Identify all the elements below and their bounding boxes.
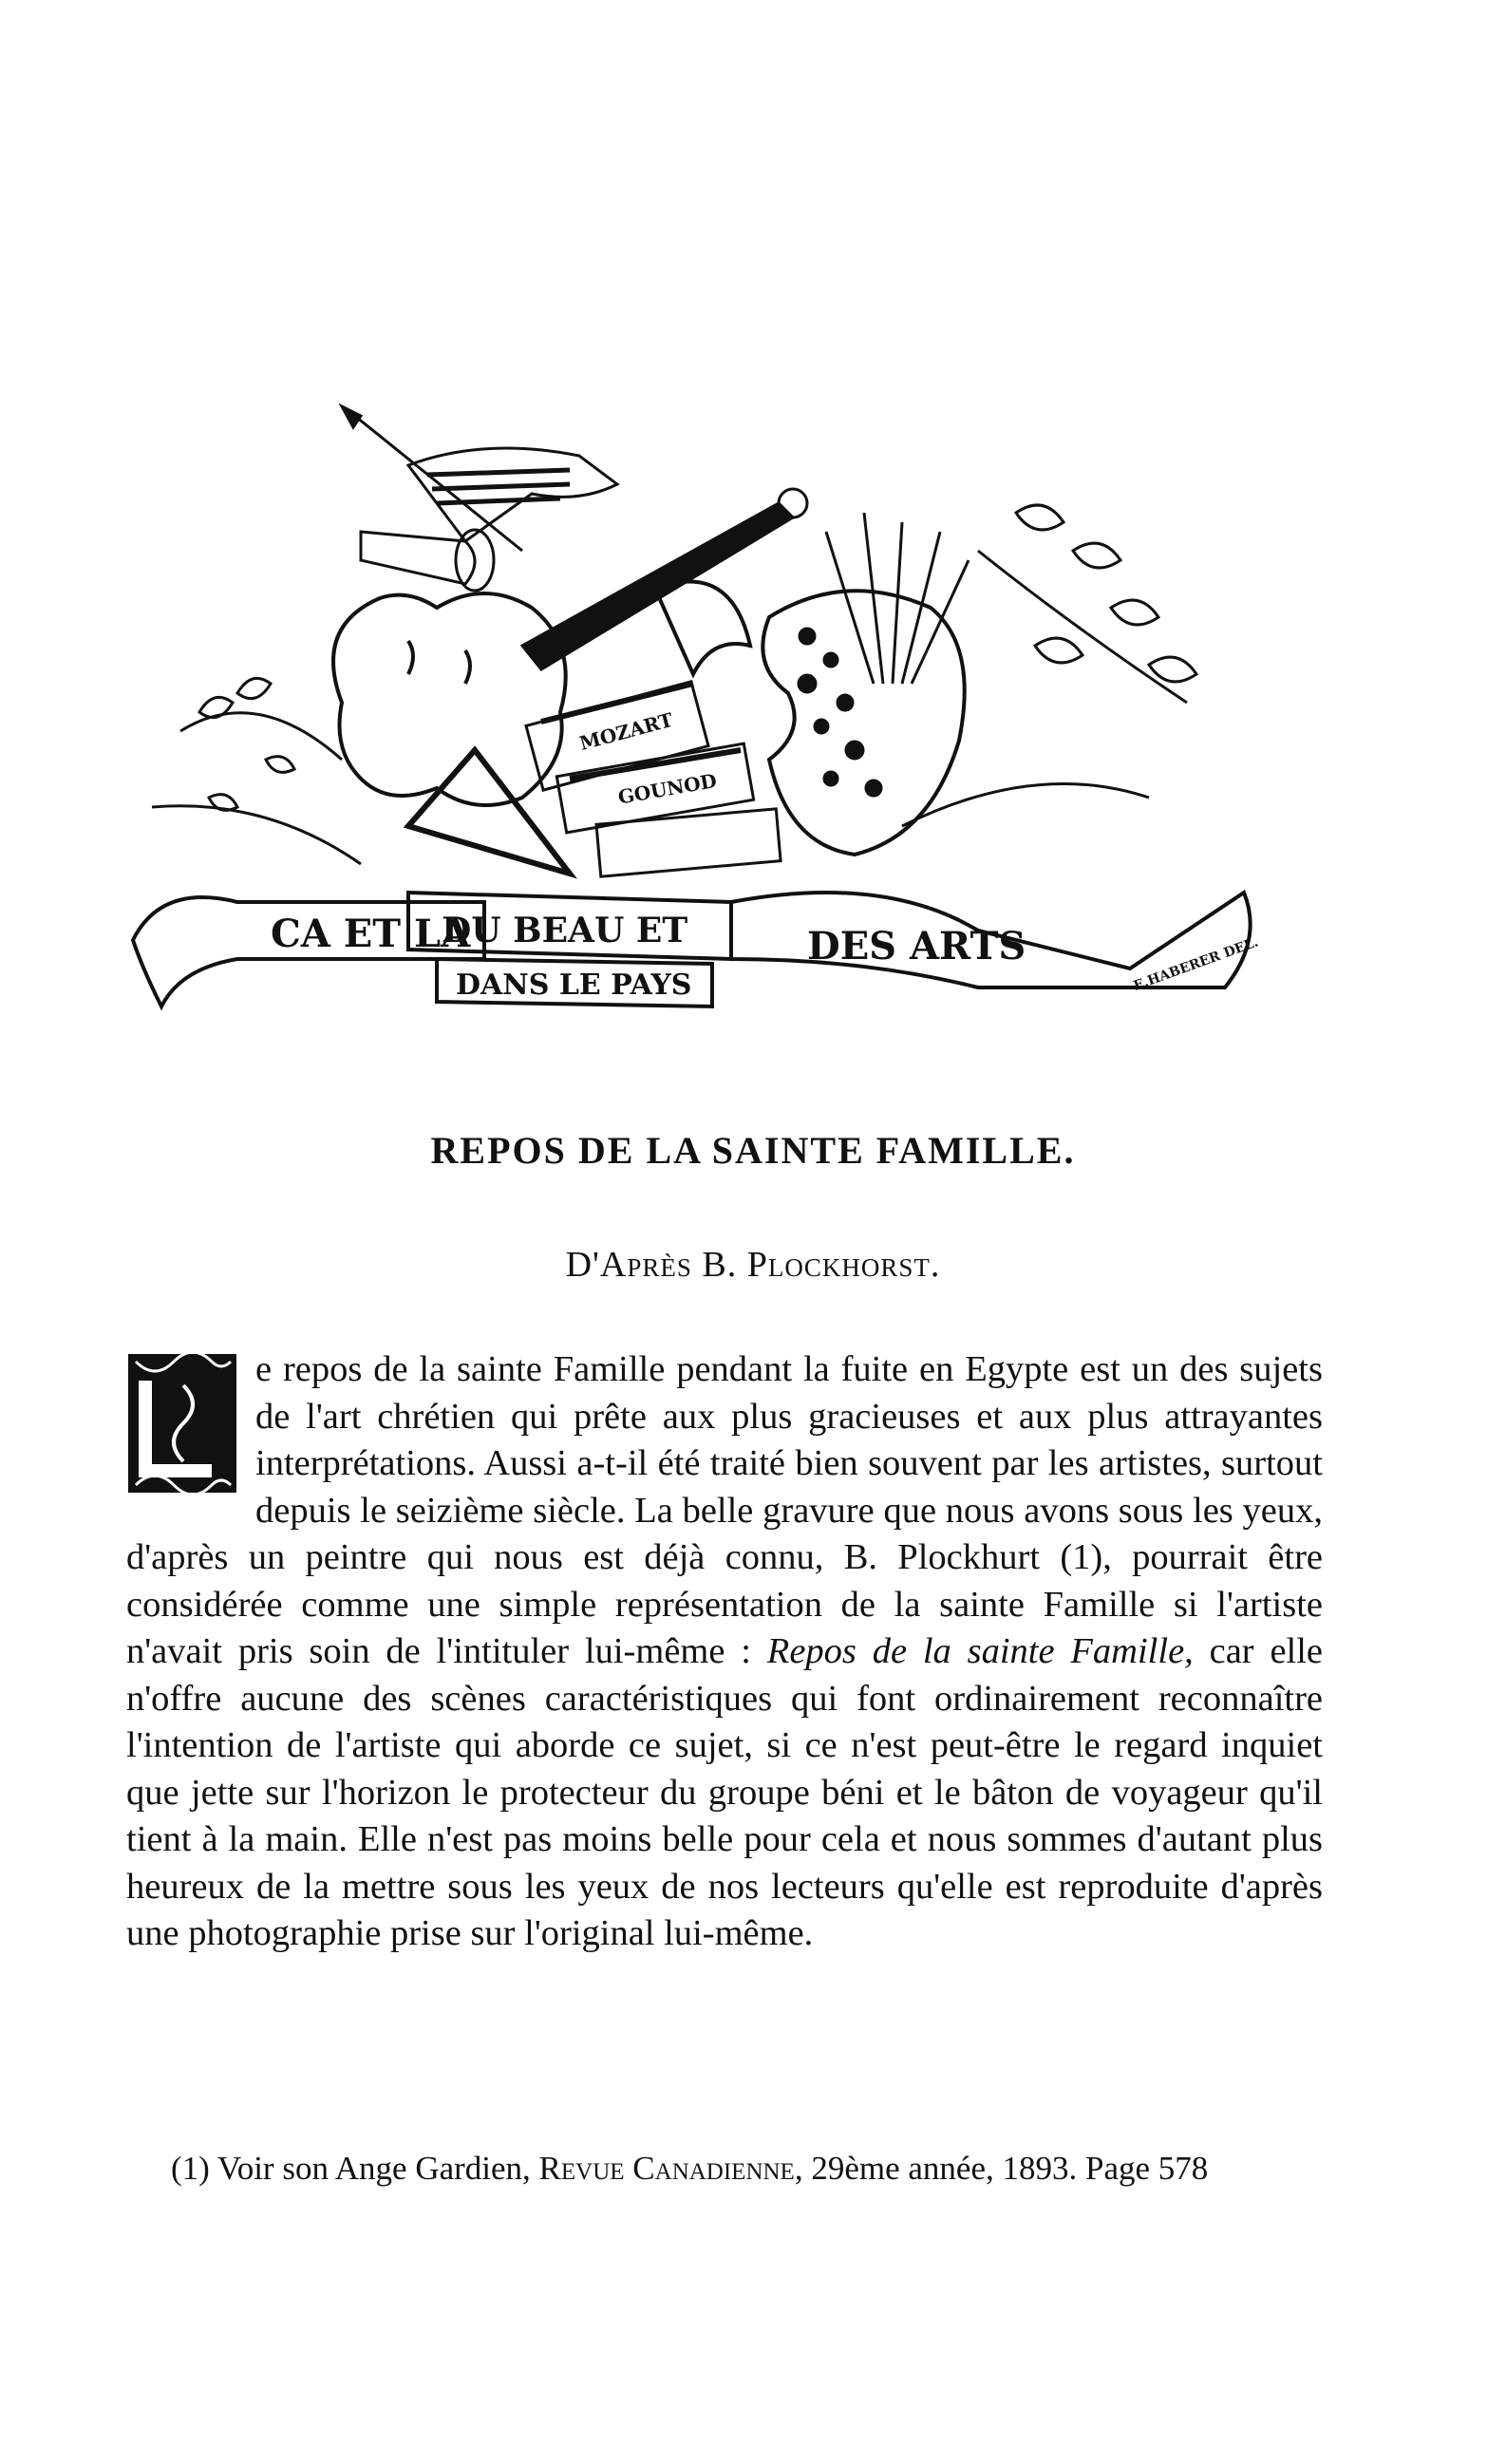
laurel-branch-left-icon: [152, 678, 361, 864]
article-body: [126, 1346, 1323, 1958]
violin-scroll-icon: [779, 489, 807, 517]
article-subtitle: D'Après B. Plockhorst.: [565, 1245, 941, 1285]
paragraph-text-part1: e repos de la sainte Famille pendant la fuite en Egypte est un des sujets de l'art chrétien qui prête aux plus gracieuses et aux plus attrayantes interprétations. Aussi a-t-il été traité bien souvent par les artistes, surtout depuis le seizième siècle. La belle gravure que nous avons sous les yeux, d'après un peintre qui nous est déjà connu, B. Plockhurt (1), pourrait être considérée comme une simple représentation de la sainte Famille si l'artiste n'avait pris soin de l'intituler lui-même :: [126, 1349, 1323, 1671]
book-label-1: MOZART: [576, 707, 676, 756]
set-square-icon: [408, 750, 570, 874]
bow-icon: [351, 413, 522, 551]
horn-icon: [655, 582, 750, 675]
banner-center-top-text: DU BEAU ET: [442, 911, 688, 950]
footnote: [171, 2148, 1348, 2190]
sheet-music-icon: [408, 448, 617, 541]
banner-center-bottom-text: DANS LE PAYS: [456, 969, 692, 1002]
footnote-journal-name: Revue Canadienne: [538, 2150, 795, 2187]
paragraph-text-part2: car elle n'offre aucune des scènes caractéristiques qui font ordinairement reconnaître l'intention de l'artiste qui aborde ce sujet, si ce n'est peut-être le regard inquiet que jette sur l'horizon le protecteur du groupe béni et le bâton de voyageur qu'il tient à la main. Elle n'est pas moins belle pour cela et nous sommes d'autant plus heureux de la mettre sous les yeux de nos lecteurs qu'elle est reproduite d'après une photographie prise sur l'original lui-même.: [126, 1631, 1324, 1953]
banner-left-text: CA ET LA: [271, 912, 471, 956]
engraver-signature: E.HABERER DEL.: [1131, 934, 1261, 994]
palette-paint-dabs: [799, 629, 881, 796]
dropcap-letter: [126, 1352, 238, 1495]
book-label-2: GOUNOD: [616, 768, 719, 809]
article-title: REPOS DE LA SAINTE FAMILLE.: [430, 1129, 1076, 1172]
banner-right-text: DES ARTS: [807, 924, 1026, 969]
violin-icon: [333, 593, 566, 805]
bow-tip-icon: [342, 406, 361, 427]
brushes-icon: [826, 513, 969, 684]
dropcap-ornament: [126, 1352, 238, 1495]
arts-vignette-illustration: [123, 399, 1301, 1063]
palette-icon: [762, 591, 964, 855]
violin-f-holes: [408, 641, 470, 684]
vignette-drawing: [123, 399, 1301, 1063]
paragraph-italic-title: Repos de la sainte Famille,: [766, 1631, 1194, 1671]
footnote-text-part1: (1) Voir son Ange Gardien,: [171, 2150, 531, 2187]
sheet-music-staff-lines: [427, 470, 570, 503]
footnote-text-part2: , 29ème année, 1893. Page 578: [794, 2150, 1209, 2187]
